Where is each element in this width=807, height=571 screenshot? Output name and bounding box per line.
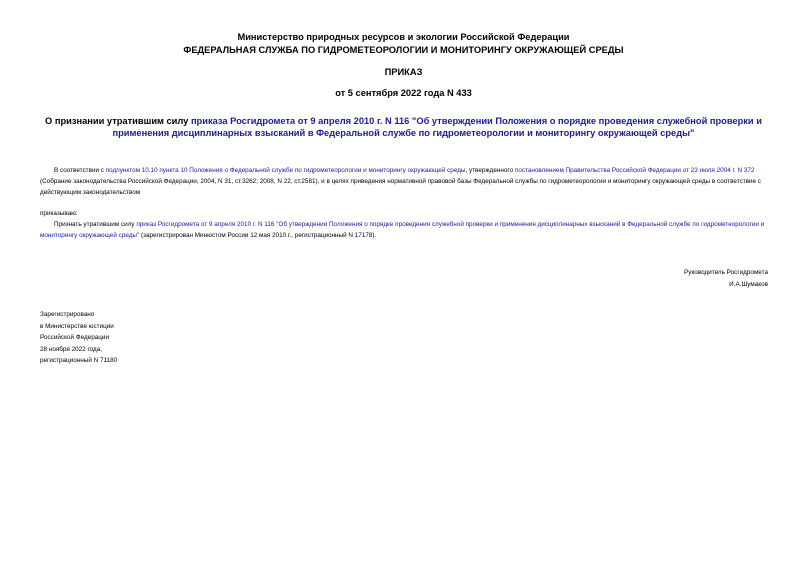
preamble-paragraph — [40, 165, 768, 198]
order-link-cancelled[interactable]: приказ Росгидромета от 9 апреля 2010 г. N 116 "Об утверждении Положения о порядке проведения служебной проверки и применения дисциплинарных взысканий в Федеральной службе по гидрометеорологии и мониторингу окружающей среды" — [40, 221, 765, 239]
registration-line-5: регистрационный N 71180 — [40, 357, 118, 364]
title-order-link[interactable]: приказа Росгидромета от 9 апреля 2010 г. N 116 "Об утверждении Положения о порядке проведения служебной проверки и применения дисциплинарных взысканий в Федеральной службе по гидрометеорологии и мониторингу окружающей среды" — [112, 116, 762, 138]
order-text-1: Признать утратившим силу — [54, 221, 137, 228]
document-title — [40, 115, 767, 139]
preamble-link-regulation[interactable]: подпунктом 10.10 пункта 10 Положения о Федеральной службе по гидрометеорологии и мониторингу окружающей среды — [105, 167, 466, 174]
registration-line-3: Российской Федерации — [40, 334, 109, 341]
title-prefix: О признании утратившим силу — [45, 116, 191, 126]
service-heading: ФЕДЕРАЛЬНАЯ СЛУЖБА ПО ГИДРОМЕТЕОРОЛОГИИ И МОНИТОРИНГУ ОКРУЖАЮЩЕЙ СРЕДЫ — [183, 45, 624, 55]
order-word: приказываю: — [40, 210, 78, 217]
registration-line-4: 28 ноября 2022 года, — [40, 345, 103, 353]
preamble-text-1: В соответствии с — [54, 167, 106, 174]
order-paragraph — [40, 219, 768, 241]
ministry-heading: Министерство природных ресурсов и экологии Российской Федерации — [237, 32, 570, 42]
order-text-2: (зарегистрирован Минюстом России 12 мая 2010 г., регистрационный N 17178). — [139, 232, 377, 239]
preamble-text-3: (Собрание законодательства Российской Федерации, 2004, N 31, ст.3262; 2008, N 22, ст.2581), и в целях приведения нормативной правовой базы Федеральной службы по гидрометеорологии и мониторингу окружающей среды в соответствие с действующим законодательством — [40, 178, 761, 196]
registration-line-1: Зарегистрировано — [40, 311, 95, 318]
doc-type-heading: ПРИКАЗ — [384, 67, 423, 77]
registration-line-2: в Министерстве юстиции — [40, 322, 114, 330]
preamble-text-2: , утвержденного — [465, 167, 515, 174]
preamble-link-decree[interactable]: постановлением Правительства Российской Федерации от 23 июля 2004 г. N 372 — [514, 167, 755, 174]
doc-date-heading: от 5 сентября 2022 года N 433 — [335, 88, 472, 98]
signature-name: И.А.Шумаков — [729, 281, 768, 288]
signature-position: Руководитель Росгидромета — [684, 269, 768, 276]
